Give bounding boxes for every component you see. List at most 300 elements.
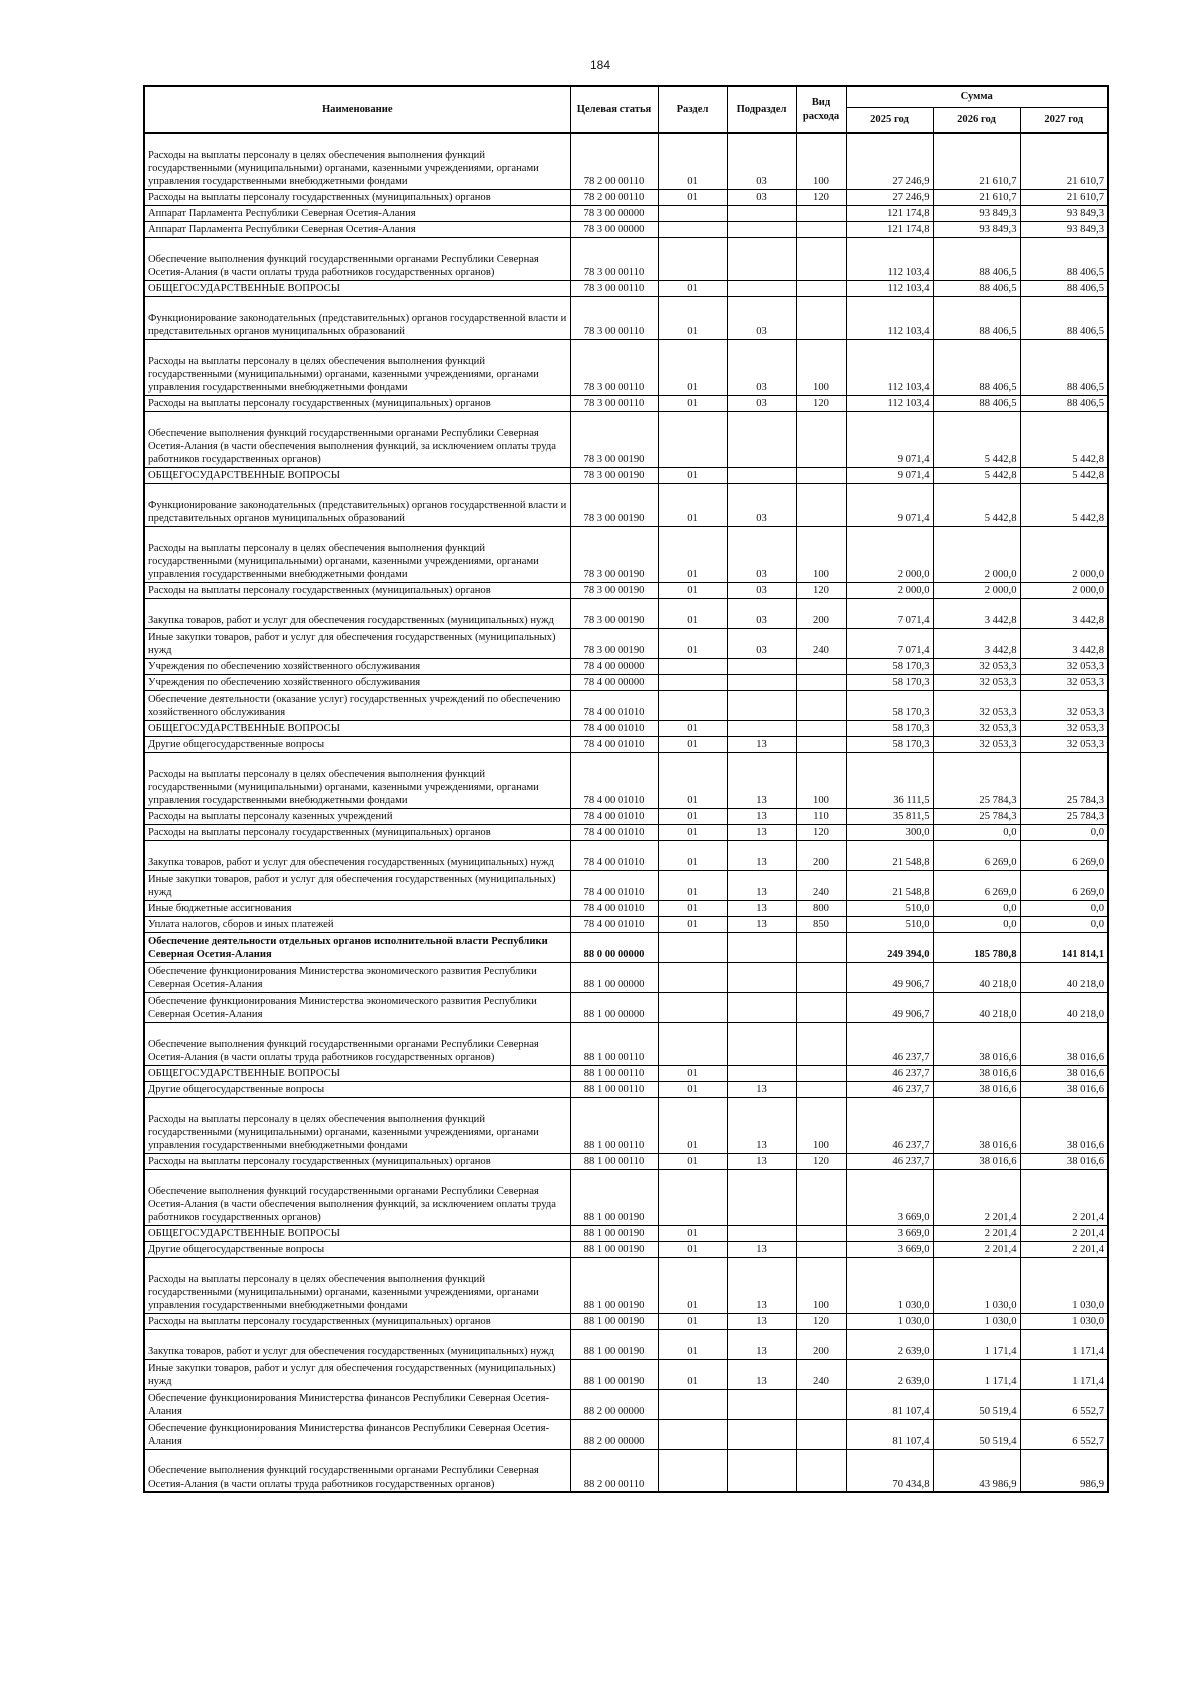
row-sum-2027: 88 406,5 bbox=[1020, 296, 1108, 339]
row-sum-2025: 7 071,4 bbox=[846, 598, 933, 628]
row-sum-2027: 6 269,0 bbox=[1020, 840, 1108, 870]
table-row bbox=[144, 1153, 1108, 1169]
row-sum-2027: 25 784,3 bbox=[1020, 752, 1108, 808]
row-sum-2025: 3 669,0 bbox=[846, 1241, 933, 1257]
row-name: Закупка товаров, работ и услуг для обеспечения государственных (муниципальных) нужд bbox=[144, 1329, 570, 1359]
row-sum-2025: 121 174,8 bbox=[846, 205, 933, 221]
row-expense-type: 100 bbox=[796, 339, 846, 395]
row-sum-2026: 38 016,6 bbox=[933, 1097, 1020, 1153]
row-section bbox=[658, 962, 727, 992]
row-name: Другие общегосударственные вопросы bbox=[144, 736, 570, 752]
row-subsection: 13 bbox=[727, 900, 796, 916]
row-target: 78 2 00 00110 bbox=[570, 189, 658, 205]
table-row bbox=[144, 752, 1108, 808]
row-sum-2026: 2 201,4 bbox=[933, 1241, 1020, 1257]
row-subsection: 03 bbox=[727, 582, 796, 598]
row-subsection: 13 bbox=[727, 1097, 796, 1153]
row-target: 78 4 00 01010 bbox=[570, 840, 658, 870]
row-sum-2025: 1 030,0 bbox=[846, 1257, 933, 1313]
table-row bbox=[144, 824, 1108, 840]
table-row bbox=[144, 598, 1108, 628]
header-section: Раздел bbox=[658, 86, 727, 133]
row-section: 01 bbox=[658, 1329, 727, 1359]
row-expense-type: 200 bbox=[796, 1329, 846, 1359]
row-sum-2025: 35 811,5 bbox=[846, 808, 933, 824]
row-sum-2025: 58 170,3 bbox=[846, 658, 933, 674]
row-name: Иные закупки товаров, работ и услуг для обеспечения государственных (муниципальных) нужд bbox=[144, 870, 570, 900]
row-name: Уплата налогов, сборов и иных платежей bbox=[144, 916, 570, 932]
table-row bbox=[144, 1419, 1108, 1449]
row-expense-type bbox=[796, 280, 846, 296]
row-subsection bbox=[727, 467, 796, 483]
row-target: 78 4 00 01010 bbox=[570, 900, 658, 916]
row-expense-type: 120 bbox=[796, 395, 846, 411]
row-sum-2025: 27 246,9 bbox=[846, 133, 933, 189]
row-subsection: 13 bbox=[727, 1153, 796, 1169]
row-subsection: 13 bbox=[727, 840, 796, 870]
row-subsection bbox=[727, 205, 796, 221]
row-subsection bbox=[727, 1022, 796, 1065]
row-name: Обеспечение деятельности отдельных органов исполнительной власти Республики Северная Осетия-Алания bbox=[144, 932, 570, 962]
row-sum-2026: 88 406,5 bbox=[933, 237, 1020, 280]
row-name: ОБЩЕГОСУДАРСТВЕННЫЕ ВОПРОСЫ bbox=[144, 280, 570, 296]
row-name: Аппарат Парламента Республики Северная Осетия-Алания bbox=[144, 221, 570, 237]
table-row bbox=[144, 962, 1108, 992]
row-target: 88 1 00 00110 bbox=[570, 1022, 658, 1065]
row-expense-type bbox=[796, 296, 846, 339]
row-sum-2026: 6 269,0 bbox=[933, 870, 1020, 900]
row-subsection: 03 bbox=[727, 598, 796, 628]
row-sum-2027: 40 218,0 bbox=[1020, 962, 1108, 992]
row-subsection bbox=[727, 932, 796, 962]
row-name: Расходы на выплаты персоналу в целях обеспечения выполнения функций государственными (муниципальными) органами, казенными учреждениями, органами управления государственными внебюджетными фондами bbox=[144, 752, 570, 808]
row-expense-type: 120 bbox=[796, 189, 846, 205]
table-row bbox=[144, 1449, 1108, 1492]
row-subsection bbox=[727, 962, 796, 992]
row-sum-2026: 0,0 bbox=[933, 824, 1020, 840]
row-name: Обеспечение деятельности (оказание услуг) государственных учреждений по обеспечению хозяйственного обслуживания bbox=[144, 690, 570, 720]
row-target: 78 3 00 00110 bbox=[570, 237, 658, 280]
row-sum-2026: 5 442,8 bbox=[933, 411, 1020, 467]
row-sum-2027: 6 269,0 bbox=[1020, 870, 1108, 900]
row-subsection bbox=[727, 280, 796, 296]
row-name: Расходы на выплаты персоналу государственных (муниципальных) органов bbox=[144, 395, 570, 411]
row-sum-2026: 38 016,6 bbox=[933, 1153, 1020, 1169]
row-subsection bbox=[727, 1389, 796, 1419]
row-sum-2027: 1 030,0 bbox=[1020, 1257, 1108, 1313]
row-sum-2025: 510,0 bbox=[846, 900, 933, 916]
row-sum-2026: 50 519,4 bbox=[933, 1419, 1020, 1449]
table-row bbox=[144, 467, 1108, 483]
row-section: 01 bbox=[658, 720, 727, 736]
row-target: 88 1 00 00110 bbox=[570, 1081, 658, 1097]
row-expense-type: 100 bbox=[796, 133, 846, 189]
row-section: 01 bbox=[658, 628, 727, 658]
row-sum-2026: 21 610,7 bbox=[933, 133, 1020, 189]
row-sum-2027: 5 442,8 bbox=[1020, 467, 1108, 483]
row-sum-2025: 58 170,3 bbox=[846, 690, 933, 720]
table-row bbox=[144, 628, 1108, 658]
row-sum-2027: 1 171,4 bbox=[1020, 1359, 1108, 1389]
table-row bbox=[144, 339, 1108, 395]
row-name: Функционирование законодательных (представительных) органов государственной власти и представительных органов муниципальных образований bbox=[144, 483, 570, 526]
row-sum-2025: 2 639,0 bbox=[846, 1329, 933, 1359]
table-row bbox=[144, 1097, 1108, 1153]
row-subsection: 13 bbox=[727, 1359, 796, 1389]
row-expense-type bbox=[796, 411, 846, 467]
row-subsection bbox=[727, 1169, 796, 1225]
row-section: 01 bbox=[658, 840, 727, 870]
row-subsection: 13 bbox=[727, 1081, 796, 1097]
row-target: 88 1 00 00110 bbox=[570, 1153, 658, 1169]
row-sum-2026: 5 442,8 bbox=[933, 483, 1020, 526]
row-section: 01 bbox=[658, 296, 727, 339]
row-name: Функционирование законодательных (представительных) органов государственной власти и представительных органов муниципальных образований bbox=[144, 296, 570, 339]
row-name: Другие общегосударственные вопросы bbox=[144, 1241, 570, 1257]
table-row bbox=[144, 237, 1108, 280]
row-sum-2026: 32 053,3 bbox=[933, 736, 1020, 752]
row-sum-2027: 38 016,6 bbox=[1020, 1097, 1108, 1153]
row-name: ОБЩЕГОСУДАРСТВЕННЫЕ ВОПРОСЫ bbox=[144, 1225, 570, 1241]
row-target: 78 3 00 00000 bbox=[570, 205, 658, 221]
row-target: 78 3 00 00190 bbox=[570, 483, 658, 526]
table-row bbox=[144, 870, 1108, 900]
row-target: 78 4 00 00000 bbox=[570, 658, 658, 674]
row-sum-2027: 32 053,3 bbox=[1020, 736, 1108, 752]
row-section: 01 bbox=[658, 1241, 727, 1257]
row-sum-2027: 32 053,3 bbox=[1020, 690, 1108, 720]
row-name: Обеспечение функционирования Министерства финансов Республики Северная Осетия-Алания bbox=[144, 1419, 570, 1449]
row-target: 78 3 00 00190 bbox=[570, 582, 658, 598]
table-row bbox=[144, 1169, 1108, 1225]
table-row bbox=[144, 1359, 1108, 1389]
row-sum-2025: 81 107,4 bbox=[846, 1389, 933, 1419]
row-sum-2027: 38 016,6 bbox=[1020, 1065, 1108, 1081]
row-sum-2026: 6 269,0 bbox=[933, 840, 1020, 870]
row-target: 78 4 00 01010 bbox=[570, 720, 658, 736]
row-sum-2026: 88 406,5 bbox=[933, 280, 1020, 296]
row-sum-2025: 2 639,0 bbox=[846, 1359, 933, 1389]
row-name: Иные закупки товаров, работ и услуг для обеспечения государственных (муниципальных) нужд bbox=[144, 1359, 570, 1389]
row-sum-2027: 88 406,5 bbox=[1020, 237, 1108, 280]
row-subsection bbox=[727, 237, 796, 280]
table-header bbox=[144, 86, 1108, 133]
table-row bbox=[144, 808, 1108, 824]
row-sum-2026: 0,0 bbox=[933, 916, 1020, 932]
row-expense-type bbox=[796, 1081, 846, 1097]
row-name: Обеспечение выполнения функций государственными органами Республики Северная Осетия-Алания (в части оплаты труда работников государственных органов) bbox=[144, 237, 570, 280]
row-name: Учреждения по обеспечению хозяйственного обслуживания bbox=[144, 658, 570, 674]
row-expense-type bbox=[796, 467, 846, 483]
row-sum-2027: 5 442,8 bbox=[1020, 411, 1108, 467]
row-expense-type bbox=[796, 1389, 846, 1419]
row-target: 78 4 00 01010 bbox=[570, 824, 658, 840]
row-target: 88 1 00 00190 bbox=[570, 1313, 658, 1329]
row-name: Иные бюджетные ассигнования bbox=[144, 900, 570, 916]
header-target: Целевая статья bbox=[570, 86, 658, 133]
row-expense-type bbox=[796, 674, 846, 690]
row-name: Расходы на выплаты персоналу государственных (муниципальных) органов bbox=[144, 582, 570, 598]
row-section bbox=[658, 1389, 727, 1419]
row-expense-type bbox=[796, 1449, 846, 1492]
row-sum-2027: 93 849,3 bbox=[1020, 221, 1108, 237]
row-target: 88 1 00 00000 bbox=[570, 962, 658, 992]
row-section: 01 bbox=[658, 133, 727, 189]
table-row bbox=[144, 1081, 1108, 1097]
row-target: 78 3 00 00190 bbox=[570, 526, 658, 582]
row-subsection: 13 bbox=[727, 736, 796, 752]
row-section: 01 bbox=[658, 808, 727, 824]
row-name: Расходы на выплаты персоналу в целях обеспечения выполнения функций государственными (муниципальными) органами, казенными учреждениями, органами управления государственными внебюджетными фондами bbox=[144, 1257, 570, 1313]
table-row bbox=[144, 221, 1108, 237]
row-expense-type bbox=[796, 237, 846, 280]
row-section: 01 bbox=[658, 824, 727, 840]
row-subsection: 03 bbox=[727, 628, 796, 658]
table-row bbox=[144, 1389, 1108, 1419]
row-subsection bbox=[727, 674, 796, 690]
row-sum-2026: 25 784,3 bbox=[933, 752, 1020, 808]
row-subsection: 03 bbox=[727, 526, 796, 582]
table-row bbox=[144, 189, 1108, 205]
row-section: 01 bbox=[658, 1097, 727, 1153]
row-subsection: 13 bbox=[727, 752, 796, 808]
row-section bbox=[658, 674, 727, 690]
table-row bbox=[144, 720, 1108, 736]
row-sum-2027: 141 814,1 bbox=[1020, 932, 1108, 962]
row-target: 78 3 00 00190 bbox=[570, 598, 658, 628]
row-section bbox=[658, 992, 727, 1022]
row-sum-2026: 3 442,8 bbox=[933, 598, 1020, 628]
row-expense-type: 100 bbox=[796, 1257, 846, 1313]
row-expense-type bbox=[796, 658, 846, 674]
row-section: 01 bbox=[658, 280, 727, 296]
row-sum-2026: 50 519,4 bbox=[933, 1389, 1020, 1419]
row-sum-2026: 93 849,3 bbox=[933, 221, 1020, 237]
row-section bbox=[658, 932, 727, 962]
row-expense-type: 850 bbox=[796, 916, 846, 932]
table-row bbox=[144, 1225, 1108, 1241]
row-sum-2025: 2 000,0 bbox=[846, 582, 933, 598]
row-target: 78 4 00 01010 bbox=[570, 690, 658, 720]
row-expense-type bbox=[796, 1419, 846, 1449]
row-sum-2025: 58 170,3 bbox=[846, 720, 933, 736]
row-sum-2026: 185 780,8 bbox=[933, 932, 1020, 962]
row-target: 78 2 00 00110 bbox=[570, 133, 658, 189]
row-expense-type: 120 bbox=[796, 582, 846, 598]
row-name: Расходы на выплаты персоналу государственных (муниципальных) органов bbox=[144, 824, 570, 840]
row-target: 78 4 00 00000 bbox=[570, 674, 658, 690]
row-subsection: 03 bbox=[727, 296, 796, 339]
row-sum-2025: 58 170,3 bbox=[846, 674, 933, 690]
row-sum-2026: 93 849,3 bbox=[933, 205, 1020, 221]
row-sum-2025: 510,0 bbox=[846, 916, 933, 932]
table-row bbox=[144, 483, 1108, 526]
table-row bbox=[144, 582, 1108, 598]
row-sum-2026: 25 784,3 bbox=[933, 808, 1020, 824]
row-name: ОБЩЕГОСУДАРСТВЕННЫЕ ВОПРОСЫ bbox=[144, 720, 570, 736]
row-expense-type: 110 bbox=[796, 808, 846, 824]
row-expense-type bbox=[796, 1065, 846, 1081]
row-expense-type bbox=[796, 690, 846, 720]
row-sum-2026: 43 986,9 bbox=[933, 1449, 1020, 1492]
row-name: Учреждения по обеспечению хозяйственного обслуживания bbox=[144, 674, 570, 690]
row-sum-2027: 88 406,5 bbox=[1020, 280, 1108, 296]
header-year-2025: 2025 год bbox=[846, 108, 933, 134]
table-row bbox=[144, 932, 1108, 962]
row-sum-2025: 81 107,4 bbox=[846, 1419, 933, 1449]
row-target: 78 3 00 00190 bbox=[570, 411, 658, 467]
row-name: Закупка товаров, работ и услуг для обеспечения государственных (муниципальных) нужд bbox=[144, 840, 570, 870]
row-target: 88 0 00 00000 bbox=[570, 932, 658, 962]
row-sum-2025: 46 237,7 bbox=[846, 1153, 933, 1169]
row-sum-2027: 38 016,6 bbox=[1020, 1081, 1108, 1097]
row-subsection: 03 bbox=[727, 395, 796, 411]
row-expense-type: 800 bbox=[796, 900, 846, 916]
row-sum-2025: 21 548,8 bbox=[846, 870, 933, 900]
row-expense-type: 200 bbox=[796, 598, 846, 628]
row-subsection bbox=[727, 992, 796, 1022]
row-section: 01 bbox=[658, 916, 727, 932]
row-subsection bbox=[727, 1065, 796, 1081]
row-name: Обеспечение выполнения функций государственными органами Республики Северная Осетия-Алания (в части оплаты труда работников государственных органов) bbox=[144, 1022, 570, 1065]
row-section bbox=[658, 690, 727, 720]
table-row bbox=[144, 133, 1108, 189]
row-expense-type: 100 bbox=[796, 526, 846, 582]
row-section: 01 bbox=[658, 582, 727, 598]
row-sum-2026: 1 171,4 bbox=[933, 1359, 1020, 1389]
row-sum-2026: 40 218,0 bbox=[933, 992, 1020, 1022]
row-sum-2025: 21 548,8 bbox=[846, 840, 933, 870]
row-sum-2027: 93 849,3 bbox=[1020, 205, 1108, 221]
row-target: 88 1 00 00190 bbox=[570, 1329, 658, 1359]
row-sum-2027: 88 406,5 bbox=[1020, 395, 1108, 411]
row-subsection bbox=[727, 658, 796, 674]
row-sum-2026: 32 053,3 bbox=[933, 674, 1020, 690]
row-sum-2026: 32 053,3 bbox=[933, 690, 1020, 720]
row-section: 01 bbox=[658, 467, 727, 483]
row-sum-2025: 1 030,0 bbox=[846, 1313, 933, 1329]
row-sum-2027: 2 201,4 bbox=[1020, 1169, 1108, 1225]
row-subsection bbox=[727, 411, 796, 467]
row-sum-2027: 32 053,3 bbox=[1020, 720, 1108, 736]
row-section: 01 bbox=[658, 339, 727, 395]
row-name: Обеспечение функционирования Министерства экономического развития Республики Северная Осетия-Алания bbox=[144, 992, 570, 1022]
table-row bbox=[144, 205, 1108, 221]
row-expense-type: 100 bbox=[796, 752, 846, 808]
page-number: 184 bbox=[589, 58, 611, 72]
table-row bbox=[144, 916, 1108, 932]
row-name: ОБЩЕГОСУДАРСТВЕННЫЕ ВОПРОСЫ bbox=[144, 1065, 570, 1081]
row-subsection: 13 bbox=[727, 1313, 796, 1329]
row-sum-2026: 88 406,5 bbox=[933, 339, 1020, 395]
row-target: 78 4 00 01010 bbox=[570, 808, 658, 824]
row-target: 78 3 00 00190 bbox=[570, 467, 658, 483]
row-expense-type: 200 bbox=[796, 840, 846, 870]
row-section: 01 bbox=[658, 736, 727, 752]
row-section bbox=[658, 1449, 727, 1492]
table-row bbox=[144, 526, 1108, 582]
row-target: 78 3 00 00110 bbox=[570, 395, 658, 411]
row-target: 78 4 00 01010 bbox=[570, 752, 658, 808]
table-row bbox=[144, 1065, 1108, 1081]
row-sum-2026: 88 406,5 bbox=[933, 296, 1020, 339]
row-sum-2027: 6 552,7 bbox=[1020, 1419, 1108, 1449]
row-sum-2027: 2 201,4 bbox=[1020, 1241, 1108, 1257]
row-sum-2026: 32 053,3 bbox=[933, 720, 1020, 736]
row-subsection: 03 bbox=[727, 189, 796, 205]
row-sum-2025: 46 237,7 bbox=[846, 1022, 933, 1065]
row-sum-2025: 9 071,4 bbox=[846, 467, 933, 483]
row-expense-type: 120 bbox=[796, 824, 846, 840]
table-row bbox=[144, 1329, 1108, 1359]
table-row bbox=[144, 658, 1108, 674]
row-expense-type: 120 bbox=[796, 1313, 846, 1329]
row-expense-type: 240 bbox=[796, 870, 846, 900]
row-sum-2027: 2 000,0 bbox=[1020, 526, 1108, 582]
table-row bbox=[144, 411, 1108, 467]
row-sum-2026: 40 218,0 bbox=[933, 962, 1020, 992]
budget-table bbox=[143, 85, 1109, 1493]
row-name: Аппарат Парламента Республики Северная Осетия-Алания bbox=[144, 205, 570, 221]
row-sum-2025: 46 237,7 bbox=[846, 1097, 933, 1153]
row-section: 01 bbox=[658, 1359, 727, 1389]
row-sum-2026: 38 016,6 bbox=[933, 1065, 1020, 1081]
table-row bbox=[144, 395, 1108, 411]
row-section bbox=[658, 1419, 727, 1449]
row-target: 88 1 00 00190 bbox=[570, 1257, 658, 1313]
row-target: 88 2 00 00000 bbox=[570, 1389, 658, 1419]
header-expense-type: Вид расхода bbox=[796, 86, 846, 133]
row-sum-2026: 2 000,0 bbox=[933, 582, 1020, 598]
row-section bbox=[658, 237, 727, 280]
row-target: 88 1 00 00190 bbox=[570, 1359, 658, 1389]
row-section: 01 bbox=[658, 1225, 727, 1241]
row-subsection: 13 bbox=[727, 870, 796, 900]
row-sum-2025: 121 174,8 bbox=[846, 221, 933, 237]
row-sum-2025: 112 103,4 bbox=[846, 296, 933, 339]
row-sum-2027: 3 442,8 bbox=[1020, 628, 1108, 658]
row-subsection bbox=[727, 1449, 796, 1492]
row-name: Расходы на выплаты персоналу государственных (муниципальных) органов bbox=[144, 1313, 570, 1329]
row-sum-2025: 3 669,0 bbox=[846, 1225, 933, 1241]
row-sum-2026: 38 016,6 bbox=[933, 1022, 1020, 1065]
row-expense-type bbox=[796, 483, 846, 526]
table-row bbox=[144, 840, 1108, 870]
row-name: Расходы на выплаты персоналу в целях обеспечения выполнения функций государственными (муниципальными) органами, казенными учреждениями, органами управления государственными внебюджетными фондами bbox=[144, 133, 570, 189]
row-name: Обеспечение выполнения функций государственными органами Республики Северная Осетия-Алания (в части обеспечения выполнения функций, за исключением оплаты труда работников государственных органов) bbox=[144, 411, 570, 467]
row-expense-type: 100 bbox=[796, 1097, 846, 1153]
row-name: Закупка товаров, работ и услуг для обеспечения государственных (муниципальных) нужд bbox=[144, 598, 570, 628]
row-sum-2026: 2 201,4 bbox=[933, 1169, 1020, 1225]
row-section: 01 bbox=[658, 1313, 727, 1329]
row-expense-type bbox=[796, 962, 846, 992]
row-subsection: 13 bbox=[727, 1257, 796, 1313]
row-name: ОБЩЕГОСУДАРСТВЕННЫЕ ВОПРОСЫ bbox=[144, 467, 570, 483]
row-section: 01 bbox=[658, 752, 727, 808]
row-sum-2025: 112 103,4 bbox=[846, 395, 933, 411]
row-sum-2027: 38 016,6 bbox=[1020, 1153, 1108, 1169]
row-subsection bbox=[727, 690, 796, 720]
row-subsection bbox=[727, 1225, 796, 1241]
row-subsection: 03 bbox=[727, 339, 796, 395]
row-section: 01 bbox=[658, 526, 727, 582]
row-section: 01 bbox=[658, 900, 727, 916]
row-target: 78 4 00 01010 bbox=[570, 916, 658, 932]
row-expense-type: 240 bbox=[796, 1359, 846, 1389]
table-row bbox=[144, 690, 1108, 720]
row-target: 88 1 00 00190 bbox=[570, 1225, 658, 1241]
row-section: 01 bbox=[658, 1065, 727, 1081]
